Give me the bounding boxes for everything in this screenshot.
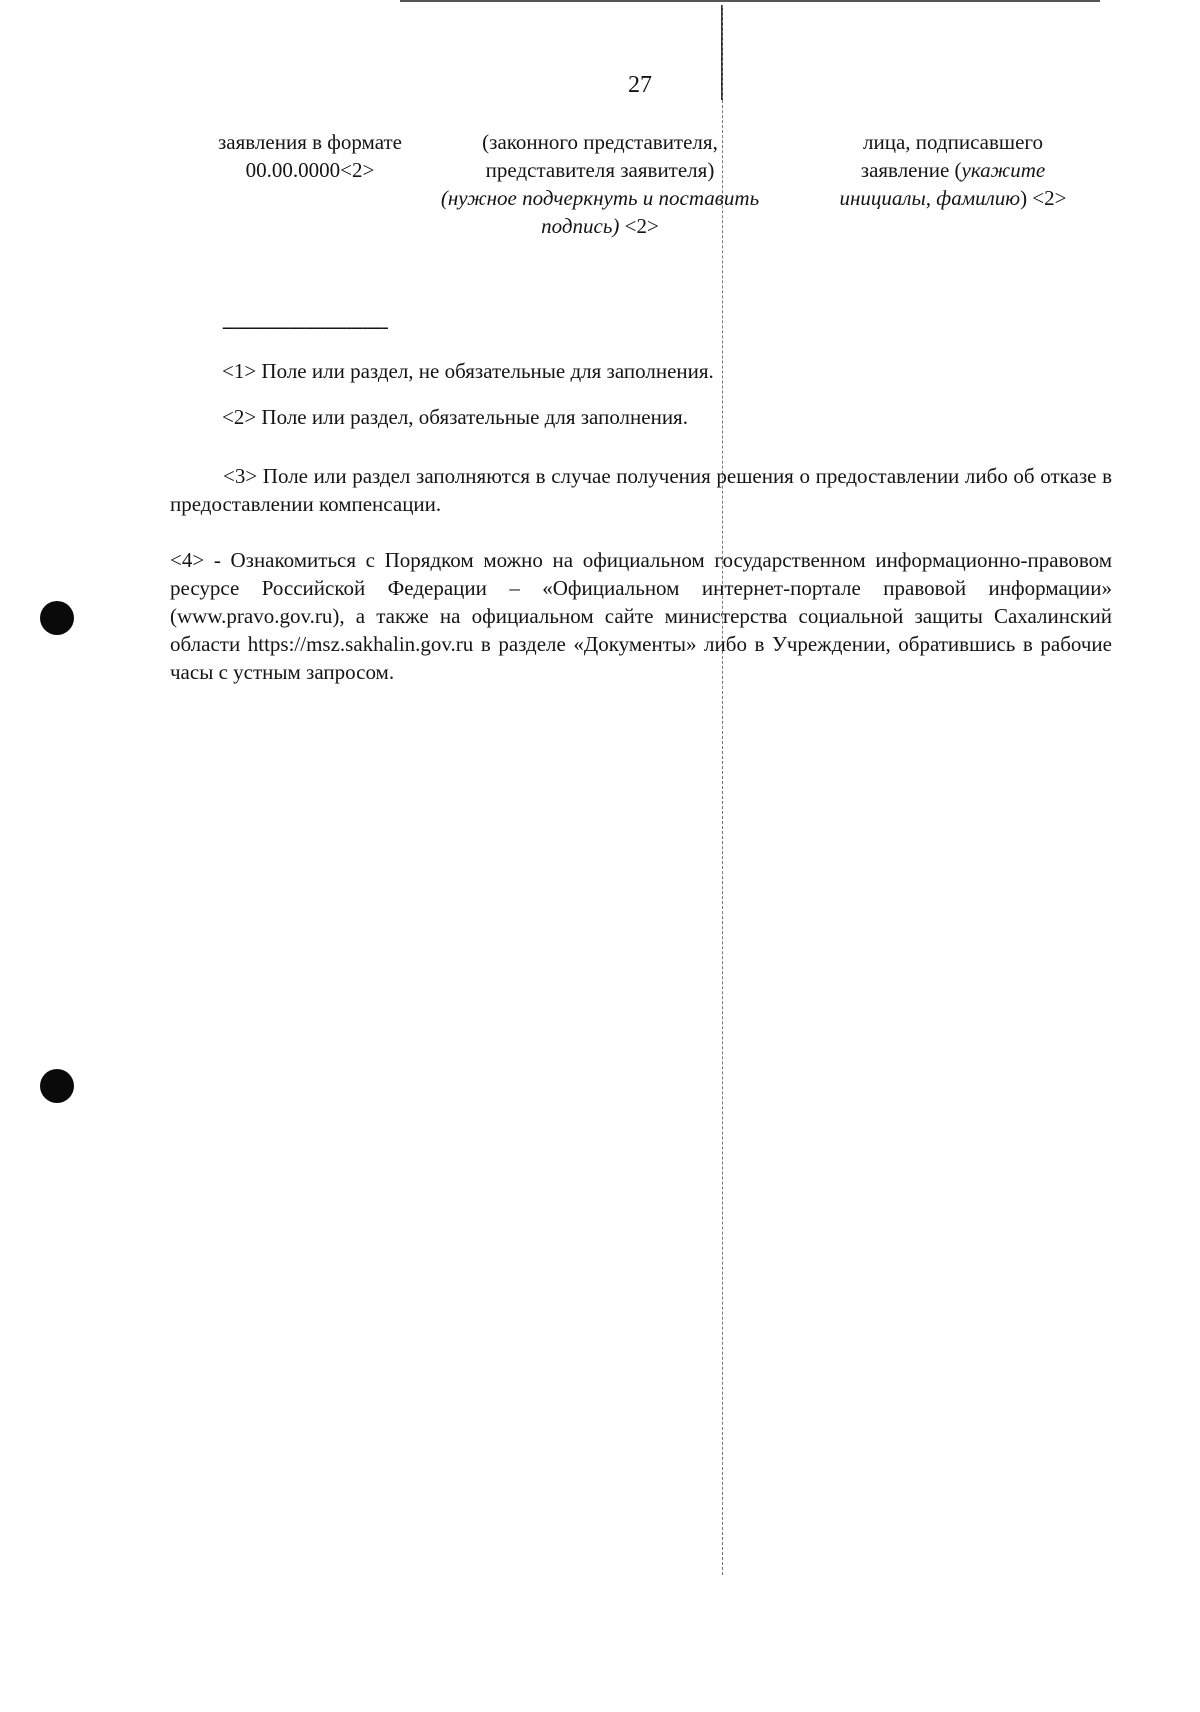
caption-italic: инициалы, фамилию [839,186,1021,210]
punch-hole [40,1069,74,1103]
caption-suffix: ) <2> [1020,186,1067,210]
footnote-2: <2> Поле или раздел, обязательные для заполнения. [222,405,688,429]
caption-line: (нужное подчеркнуть и поставить [440,186,760,210]
signature-name-caption [808,128,1098,212]
caption-line [410,212,790,240]
caption-line: лица, подписавшего [863,130,1043,154]
footnote-separator: -------------------------------- [222,316,388,338]
caption-line [808,184,1098,212]
signature-signer-caption [410,128,790,240]
caption-prefix: заявление ( [860,158,962,182]
caption-suffix: <2> [619,214,659,238]
caption-line: представителя заявителя) [485,158,715,182]
scan-top-edge [400,0,1100,2]
footnote-4: <4> - Ознакомиться с Порядком можно на официальном государственном информационно-правовом ресурсе Российской Федерации – «Официальном интернет-портале правовой информации» (www.pravo.gov.ru), а также на официальном сайте министерства социальной защиты Сахалинский области https://msz.sakhalin.gov.ru в разделе «Документы» либо в Учреждении, обратившись в рабочие часы с устным запросом. [170,548,1112,684]
footnote-3: <3> Поле или раздел заполняются в случае получения решения о предоставлении либо об отказе в предоставлении компенсации. [170,464,1112,516]
caption-line [808,156,1098,184]
caption-italic: укажите [961,158,1046,182]
caption-line: (законного представителя, [482,130,718,154]
caption-line: 00.00.0000<2> [245,158,375,182]
punch-hole [40,601,74,635]
caption-line: заявления в формате [218,130,402,154]
fold-line [722,5,723,1575]
footnote-1: <1> Поле или раздел, не обязательные для заполнения. [222,359,714,383]
caption-italic: подпись) [541,214,620,238]
page-number: 27 [628,72,652,98]
